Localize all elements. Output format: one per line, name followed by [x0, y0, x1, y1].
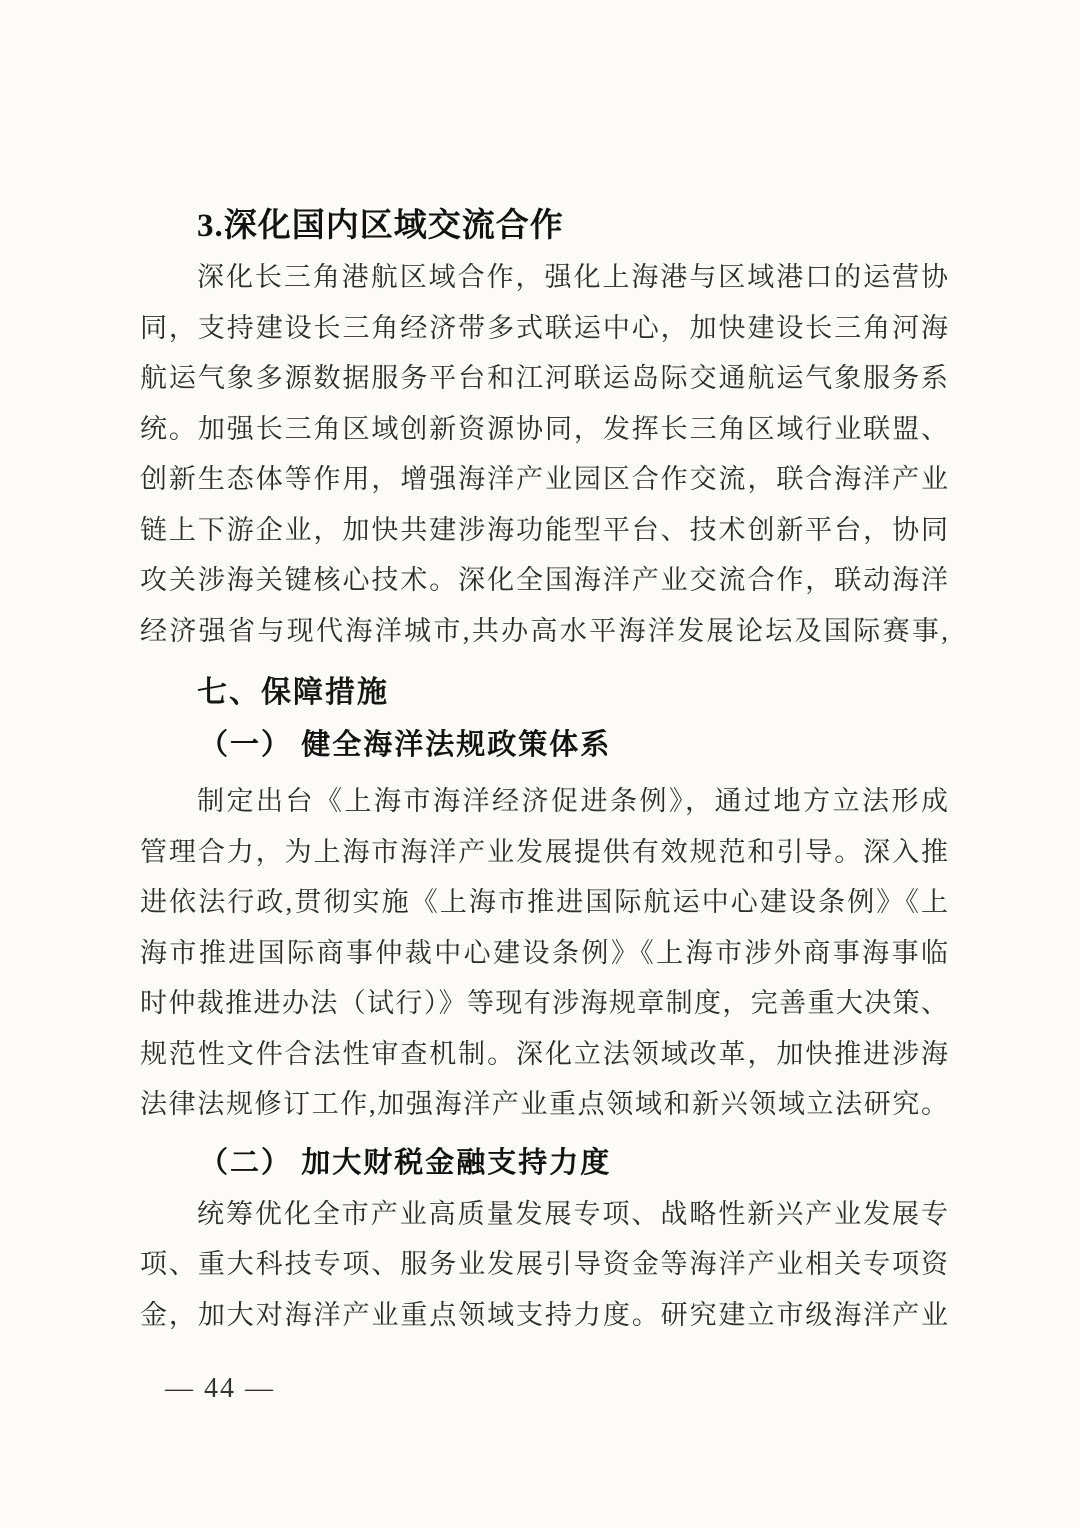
subsection-heading-1-legal-system: （一） 健全海洋法规政策体系: [199, 729, 612, 761]
text-line: 法律法规修订工作,加强海洋产业重点领域和新兴领域立法研究。: [140, 1089, 948, 1119]
paragraph-region-cooperation: [140, 252, 948, 656]
text-line: 规范性文件合法性审查机制。深化立法领域改革，加快推进涉海: [140, 1038, 948, 1069]
text-line: 时仲裁推进办法（试行）》等现有涉海规章制度，完善重大决策、: [140, 988, 948, 1018]
document-body: [140, 0, 948, 1340]
text-line: 项、重大科技专项、服务业发展引导资金等海洋产业相关专项资: [140, 1249, 948, 1279]
page-number: — 44 —: [165, 1373, 275, 1404]
subsection-heading-2-fiscal-support: （二） 加大财税金融支持力度: [199, 1146, 612, 1179]
text-line: 进依法行政,贯彻实施《上海市推进国际航运中心建设条例》《上: [140, 887, 948, 917]
paragraph-fiscal-support: [140, 1189, 948, 1341]
paragraph-legal-system: [140, 776, 948, 1130]
text-line: 金，加大对海洋产业重点领域支持力度。研究建立市级海洋产业: [140, 1299, 948, 1330]
text-line: 航运气象多源数据服务平台和江河联运岛际交通航运气象服务系: [140, 363, 948, 393]
text-line: 海市推进国际商事仲裁中心建设条例》《上海市涉外商事海事临: [140, 937, 948, 968]
section-heading-7-safeguards: 七、保障措施: [197, 676, 389, 709]
text-line: 创新生态体等作用，增强海洋产业园区合作交流，联合海洋产业: [140, 464, 948, 494]
text-line: 同，支持建设长三角经济带多式联运中心，加快建设长三角河海: [140, 312, 948, 343]
text-line: 统筹优化全市产业高质量发展专项、战略性新兴产业发展专: [197, 1198, 948, 1229]
text-line: 深化长三角港航区域合作，强化上海港与区域港口的运营协: [197, 262, 948, 292]
text-line: 制定出台《上海市海洋经济促进条例》，通过地方立法形成: [197, 786, 948, 816]
text-line: 统。加强长三角区域创新资源协同，发挥长三角区域行业联盟、: [140, 413, 948, 444]
text-line: 链上下游企业，加快共建涉海功能型平台、技术创新平台，协同: [140, 514, 948, 545]
text-line: 攻关涉海关键核心技术。深化全国海洋产业交流合作，联动海洋: [140, 565, 948, 595]
item-heading-3: 3.深化国内区域交流合作: [197, 208, 564, 244]
text-line: 管理合力，为上海市海洋产业发展提供有效规范和引导。深入推: [140, 836, 948, 867]
text-line: 经济强省与现代海洋城市,共办高水平海洋发展论坛及国际赛事,: [140, 615, 948, 646]
